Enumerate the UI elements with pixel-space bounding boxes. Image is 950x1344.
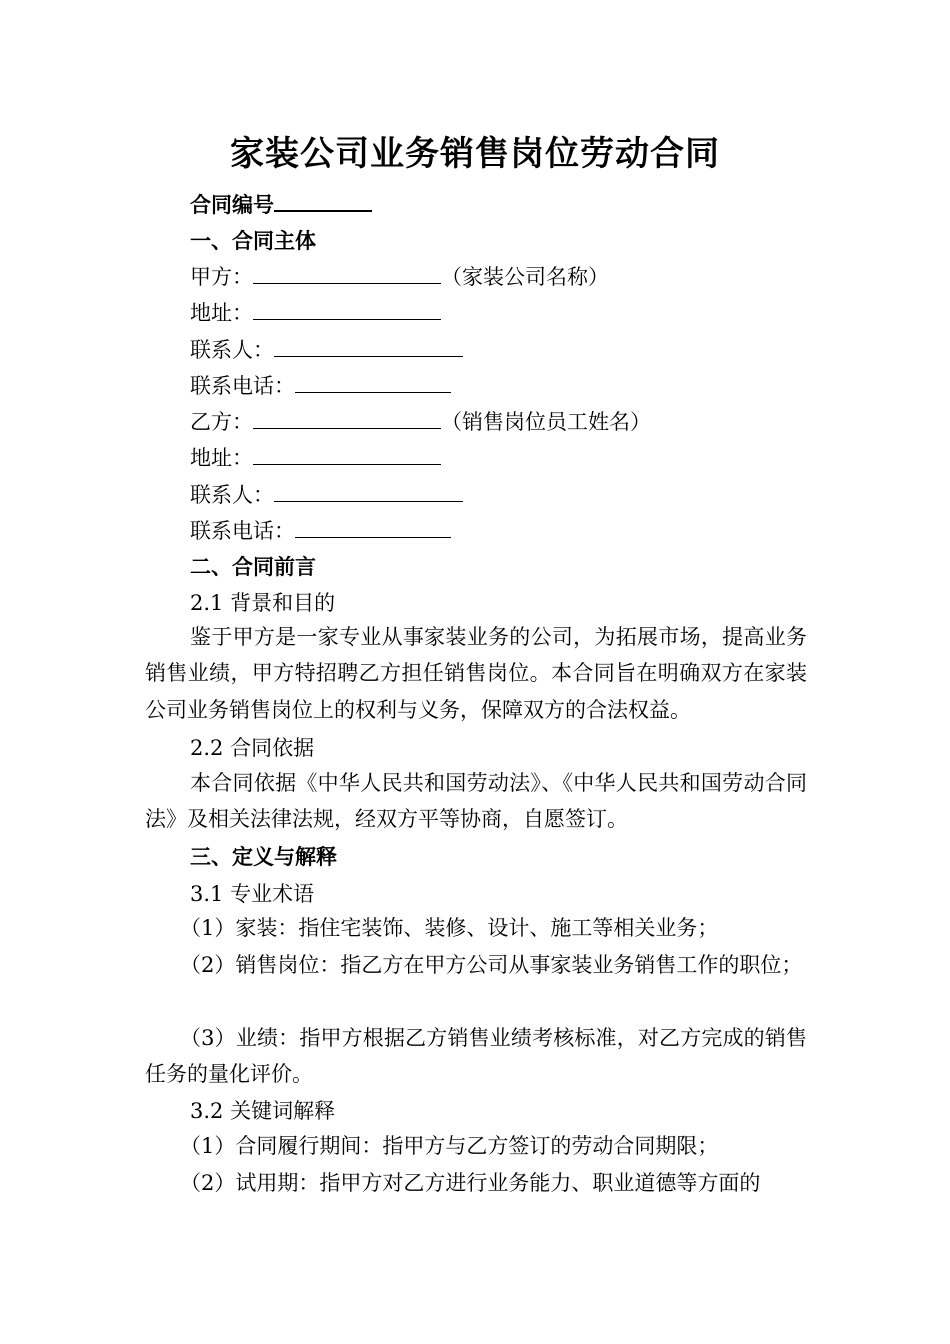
party-a-phone-line xyxy=(190,371,451,401)
party-a-line xyxy=(190,262,609,292)
party-b-phone-blank xyxy=(295,517,451,538)
party-b-blank xyxy=(253,408,441,429)
document-title: 家装公司业务销售岗位劳动合同 xyxy=(230,134,720,174)
section-2-2-heading: 2.2 合同依据 xyxy=(190,736,315,760)
party-a-address-blank xyxy=(253,299,441,320)
party-a-address-line xyxy=(190,298,441,328)
party-b-contact-label: 联系人： xyxy=(190,483,274,507)
party-b-phone-label: 联系电话： xyxy=(190,519,295,543)
party-b-phone-line xyxy=(190,516,451,546)
keyword-item-2: （2）试用期：指甲方对乙方进行业务能力、职业道德等方面的 xyxy=(180,1171,761,1195)
section-3-1-heading: 3.1 专业术语 xyxy=(190,882,315,906)
party-a-contact-label: 联系人： xyxy=(190,338,274,362)
contract-number-line xyxy=(190,190,372,220)
section-2-1-paragraph: 鉴于甲方是一家专业从事家装业务的公司，为拓展市场，提高业务销售业绩，甲方特招聘乙方担任销售岗位。本合同旨在明确双方在家装公司业务销售岗位上的权利与义务，保障双方的合法权益。 xyxy=(145,625,807,722)
term-item-2: （2）销售岗位：指乙方在甲方公司从事家装业务销售工作的职位； xyxy=(180,953,803,977)
party-b-contact-blank xyxy=(274,481,463,502)
party-a-phone-label: 联系电话： xyxy=(190,374,295,398)
section-2-1-heading: 2.1 背景和目的 xyxy=(190,591,336,615)
party-b-line xyxy=(190,407,651,437)
section-3-2-heading: 3.2 关键词解释 xyxy=(190,1099,336,1123)
party-a-blank xyxy=(253,263,441,284)
party-a-contact-blank xyxy=(274,336,463,357)
contract-number-label: 合同编号 xyxy=(190,193,274,217)
term-item-1: （1）家装：指住宅装饰、装修、设计、施工等相关业务； xyxy=(180,916,719,940)
party-b-note: （销售岗位员工姓名） xyxy=(441,410,651,434)
section-3-heading: 三、定义与解释 xyxy=(190,845,337,869)
contract-number-blank xyxy=(274,190,372,212)
party-a-label: 甲方： xyxy=(190,265,253,289)
party-b-address-label: 地址： xyxy=(190,446,253,470)
party-a-note: （家装公司名称） xyxy=(441,265,609,289)
keyword-item-1: （1）合同履行期间：指甲方与乙方签订的劳动合同期限； xyxy=(180,1134,719,1158)
party-a-phone-blank xyxy=(295,372,451,393)
party-b-label: 乙方： xyxy=(190,410,253,434)
party-b-address-blank xyxy=(253,444,441,465)
party-b-address-line xyxy=(190,443,441,473)
section-2-heading: 二、合同前言 xyxy=(190,555,316,579)
term-item-3: （3）业绩：指甲方根据乙方销售业绩考核标准，对乙方完成的销售任务的量化评价。 xyxy=(145,1026,807,1087)
party-b-contact-line xyxy=(190,480,463,510)
section-2-2-paragraph: 本合同依据《中华人民共和国劳动法》、《中华人民共和国劳动合同法》及相关法律法规，经双方平等协商，自愿签订。 xyxy=(145,771,807,832)
party-a-address-label: 地址： xyxy=(190,301,253,325)
section-1-heading: 一、合同主体 xyxy=(190,229,316,253)
party-a-contact-line xyxy=(190,335,463,365)
